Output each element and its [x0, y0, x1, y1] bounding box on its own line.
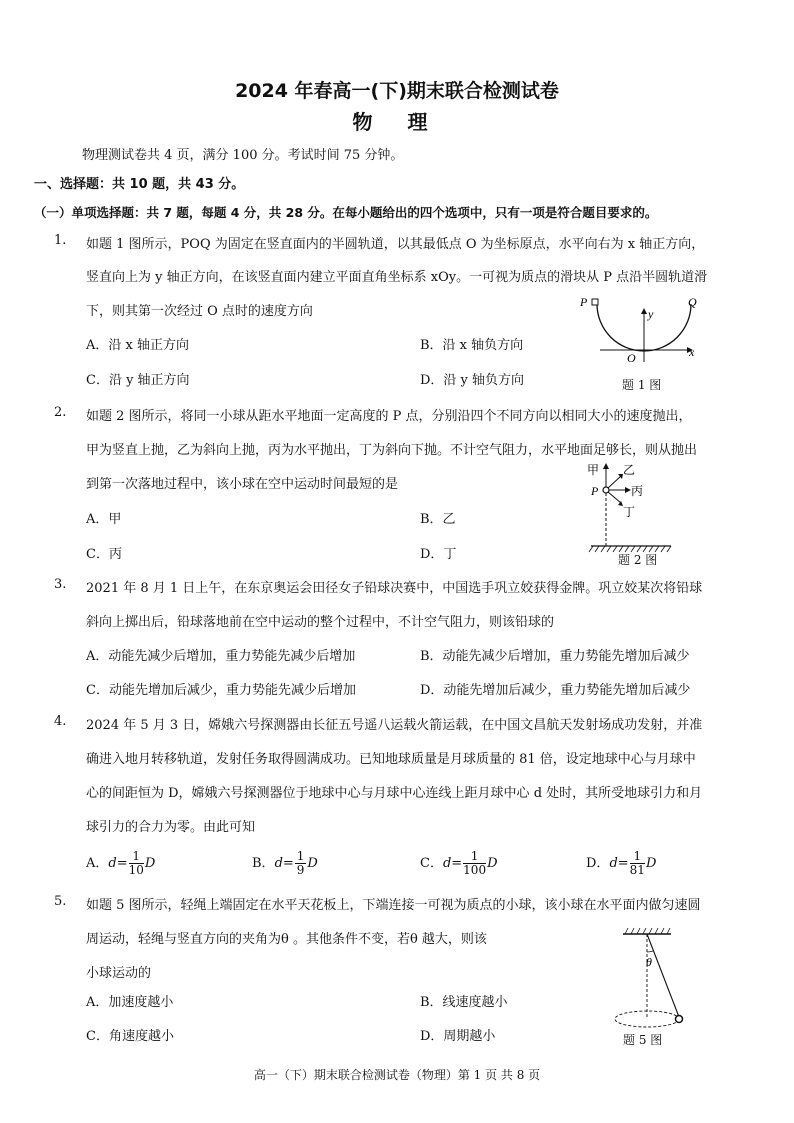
question-text: 如题 5 图所示，轻绳上端固定在水平天花板上，下端连接一可视为质点的小球，该小球在水平面内做匀速圆 [86, 898, 701, 913]
subsection-heading: （一）单项选择题：共 7 题，每题 4 分，共 28 分。在每小题给出的四个选项中，只有一项是符合题目要求的。 [34, 205, 658, 220]
option-d[interactable]: D．丁 [420, 547, 457, 562]
option-d[interactable]: D．动能先增加后减少，重力势能先增加后减少 [420, 683, 691, 698]
page-footer: 高一（下）期末联合检测试卷（物理）第 1 页 共 8 页 [253, 1068, 541, 1082]
label-x: x [689, 345, 695, 359]
option-a[interactable]: A．动能先减少后增加，重力势能先减少后增加 [86, 649, 356, 664]
question-text: 球引力的合力为零。由此可知 [86, 820, 256, 835]
figure-2-diagram [585, 460, 685, 555]
question-text: 斜向上掷出后，铅球落地前在空中运动的整个过程中，不计空气阻力，则该铅球的 [86, 615, 555, 630]
label-ding: 丁 [623, 505, 636, 519]
subject-title: 物 理 [352, 110, 442, 134]
label-p: P [591, 484, 599, 498]
option-d[interactable]: D．沿 y 轴负方向 [420, 373, 525, 388]
question-text: 竖直向上为 y 轴正方向，在该竖直面内建立平面直角坐标系 xOy。一可视为质点的滑块从 P 点沿半圆轨道滑 [86, 270, 708, 285]
option-a[interactable]: A．d= $\frac{1}{10}$ D [86, 849, 156, 877]
label-q: Q [688, 295, 697, 309]
figure-1-caption: 题 1 图 [622, 378, 662, 392]
option-b[interactable]: B．沿 x 轴负方向 [420, 338, 524, 353]
question-text: 确进入地月转移轨道，发射任务取得圆满成功。已知地球质量是月球质量的 81 倍，设定地球中心与月球中 [86, 752, 696, 767]
option-b[interactable]: B．线速度越小 [420, 995, 508, 1010]
slider-block [592, 299, 598, 305]
option-a[interactable]: A．加速度越小 [86, 995, 174, 1010]
label-theta: θ [646, 955, 652, 969]
question-number: 2. [54, 405, 67, 420]
question-number: 5. [54, 894, 67, 909]
option-c[interactable]: C．丙 [86, 547, 122, 562]
option-c[interactable]: C．d= $\frac{1}{100}$ D [420, 849, 498, 877]
question-text: 如题 2 图所示，将同一小球从距水平地面一定高度的 P 点，分别沿四个不同方向以相同大小的速度抛出， [86, 409, 692, 424]
rope [647, 934, 679, 1017]
option-c[interactable]: C．沿 y 轴正方向 [86, 373, 190, 388]
option-d[interactable]: D．d= $\frac{1}{81}$ D [586, 849, 657, 877]
option-a[interactable]: A．沿 x 轴正方向 [86, 338, 189, 353]
ball [676, 1016, 683, 1023]
figure-2-caption: 题 2 图 [618, 553, 658, 567]
exam-intro: 物理测试卷共 4 页，满分 100 分。考试时间 75 分钟。 [82, 148, 404, 163]
option-d[interactable]: D．周期越小 [420, 1029, 496, 1044]
option-b[interactable]: B．动能先减少后增加，重力势能先增加后减少 [420, 649, 690, 664]
question-text: 小球运动的 [86, 966, 152, 981]
label-yi: 乙 [623, 463, 636, 477]
question-text: 2024 年 5 月 3 日，嫦娥六号探测器由长征五号遥八运载火箭运载，在中国文昌航天发射场成功发射，并准 [86, 718, 703, 733]
label-p: P [580, 295, 588, 309]
figure-5-diagram [605, 922, 700, 1032]
figure-1-diagram [575, 290, 705, 370]
question-number: 3. [54, 577, 67, 592]
question-text: 如题 1 图所示，POQ 为固定在竖直面内的半圆轨道，以其最低点 O 为坐标原点，水平向右为 x 轴正方向， [86, 237, 705, 252]
option-c[interactable]: C．动能先增加后减少，重力势能先减少后增加 [86, 683, 356, 698]
question-number: 4. [54, 714, 67, 729]
option-a[interactable]: A．甲 [86, 512, 122, 527]
label-y: y [648, 307, 654, 321]
option-c[interactable]: C．角速度越小 [86, 1029, 174, 1044]
question-number: 1. [54, 233, 67, 248]
question-text: 甲为竖直上抛，乙为斜向上抛，丙为水平抛出，丁为斜向下抛。不计空气阻力，水平地面足够长，则从抛出 [86, 443, 698, 458]
figure-5-caption: 题 5 图 [623, 1033, 663, 1047]
label-bing: 丙 [631, 484, 644, 498]
option-b[interactable]: B．d= $\frac{1}{9}$ D [252, 849, 318, 877]
question-text: 周运动，轻绳与竖直方向的夹角为θ 。其他条件不变，若θ 越大，则该 [86, 932, 487, 947]
label-o: O [627, 351, 636, 365]
question-text: 心的间距恒为 D，嫦娥六号探测器位于地球中心与月球中心连线上距月球中心 d 处时，其所受地球引力和月 [86, 786, 703, 801]
exam-title: 2024 年春高一(下)期末联合检测试卷 [235, 80, 559, 102]
question-text: 下，则其第一次经过 O 点时的速度方向 [86, 304, 313, 319]
label-jia: 甲 [587, 463, 600, 477]
question-text: 2021 年 8 月 1 日上午，在东京奥运会田径女子铅球决赛中，中国选手巩立姣获得金牌。巩立姣某次将铅球 [86, 581, 703, 596]
option-b[interactable]: B．乙 [420, 512, 456, 527]
question-text: 到第一次落地过程中，该小球在空中运动时间最短的是 [86, 477, 399, 492]
section-heading: 一、选择题：共 10 题，共 43 分。 [34, 177, 245, 192]
